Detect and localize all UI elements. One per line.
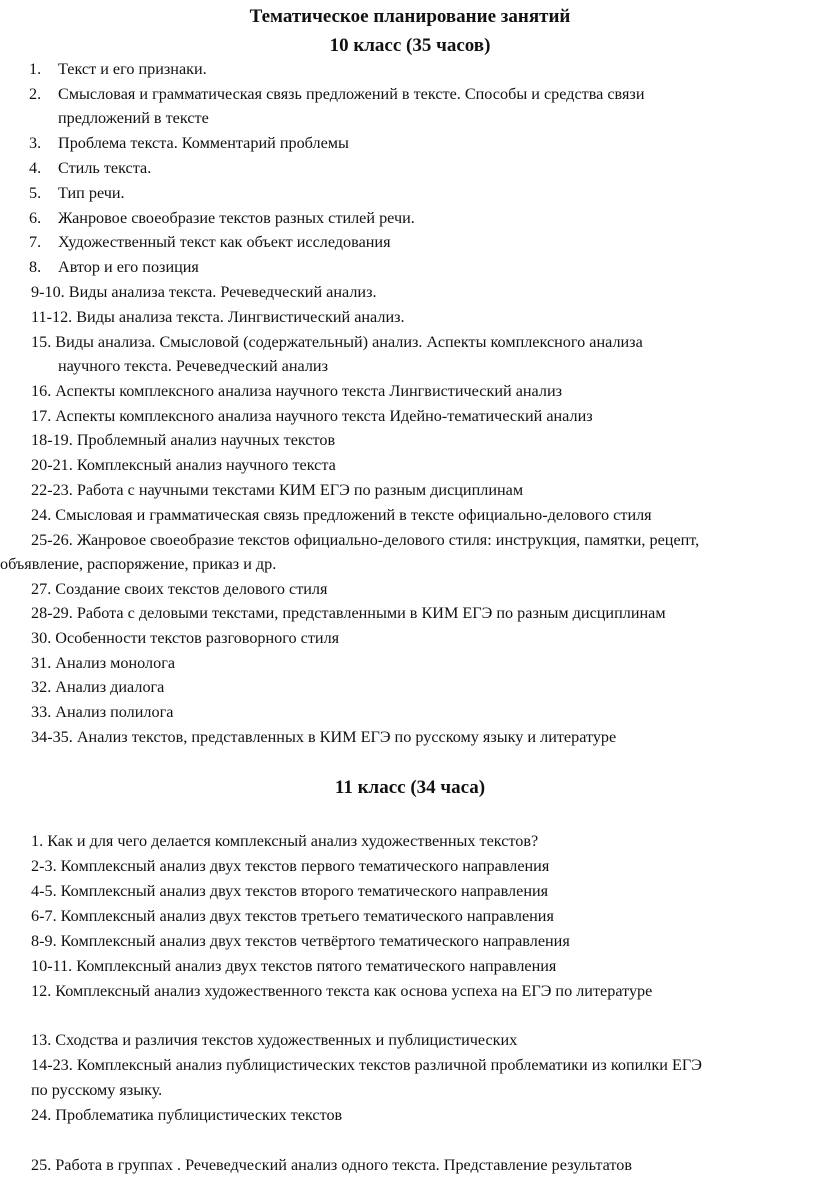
list-item: 4-5. Комплексный анализ двух текстов второго тематического направления [31,882,549,900]
list-item-continuation: объявление, распоряжение, приказ и др. [0,555,277,573]
list-item: 24. Смысловая и грамматическая связь предложений в тексте официально-делового стиля [31,506,652,524]
list-item: 24. Проблематика публицистических текстов [31,1106,343,1124]
list-item: 9-10. Виды анализа текста. Речеведческий анализ. [31,283,377,301]
list-item: 31. Анализ монолога [31,654,176,672]
list-item: 14-23. Комплексный анализ публицистических текстов различной проблематики из копилки ЕГЭ [31,1056,702,1074]
list-item-number: 6. [29,209,42,227]
list-item: 16. Аспекты комплексного анализа научного текста Лингвистический анализ [31,382,562,400]
grade-10-heading: 10 класс (35 часов) [329,35,491,56]
list-item: 30. Особенности текстов разговорного стиля [31,629,340,647]
list-item: 13. Сходства и различия текстов художественных и публицистических [31,1031,518,1049]
list-item: 20-21. Комплексный анализ научного текста [31,456,336,474]
list-item: 10-11. Комплексный анализ двух текстов пятого тематического направления [31,957,557,975]
grade-11-heading: 11 класс (34 часа) [334,777,486,798]
list-item: 28-29. Работа с деловыми текстами, представленными в КИМ ЕГЭ по разным дисциплинам [31,604,666,622]
list-item: 15. Виды анализа. Смысловой (содержательный) анализ. Аспекты комплексного анализа [31,333,643,351]
list-item: Смысловая и грамматическая связь предложений в тексте. Способы и средства связи [58,85,645,103]
list-item-continuation: по русскому языку. [31,1081,163,1099]
list-item-number: 8. [29,258,42,276]
list-item: 25-26. Жанровое своеобразие текстов официально-делового стиля: инструкция, памятки, рецепт, [31,531,700,549]
list-item: 18-19. Проблемный анализ научных текстов [31,431,336,449]
list-item: 2-3. Комплексный анализ двух текстов первого тематического направления [31,857,550,875]
list-item: 25. Работа в группах . Речеведческий анализ одного текста. Представление результатов [31,1156,633,1174]
list-item-number: 2. [29,85,42,103]
list-item: 22-23. Работа с научными текстами КИМ ЕГЭ по разным дисциплинам [31,481,524,499]
list-item-continuation: научного текста. Речеведческий анализ [58,357,328,375]
list-item: 32. Анализ диалога [31,678,165,696]
list-item: 17. Аспекты комплексного анализа научного текста Идейно-тематический анализ [31,407,593,425]
list-item: Текст и его признаки. [58,60,207,78]
page-title: Тематическое планирование занятий [249,6,571,27]
list-item: Жанровое своеобразие текстов разных стилей речи. [58,209,415,227]
list-item-number: 7. [29,233,42,251]
list-item: 11-12. Виды анализа текста. Лингвистический анализ. [31,308,405,326]
list-item-number: 4. [29,159,42,177]
list-item: Тип речи. [58,184,125,202]
list-item: 33. Анализ полилога [31,703,174,721]
list-item: 8-9. Комплексный анализ двух текстов четвёртого тематического направления [31,932,570,950]
list-item: Автор и его позиция [58,258,199,276]
list-item: 12. Комплексный анализ художественного текста как основа успеха на ЕГЭ по литературе [31,982,653,1000]
list-item: 27. Создание своих текстов делового стиля [31,580,328,598]
list-item: Художественный текст как объект исследования [58,233,391,251]
list-item: 1. Как и для чего делается комплексный анализ художественных текстов? [31,832,539,850]
list-item-continuation: предложений в тексте [58,109,209,127]
list-item: Проблема текста. Комментарий проблемы [58,134,349,152]
list-item-number: 1. [29,60,42,78]
list-item: 6-7. Комплексный анализ двух текстов третьего тематического направления [31,907,554,925]
list-item-number: 3. [29,134,42,152]
list-item: 34-35. Анализ текстов, представленных в КИМ ЕГЭ по русскому языку и литературе [31,728,617,746]
list-item-number: 5. [29,184,42,202]
list-item: Стиль текста. [58,159,152,177]
